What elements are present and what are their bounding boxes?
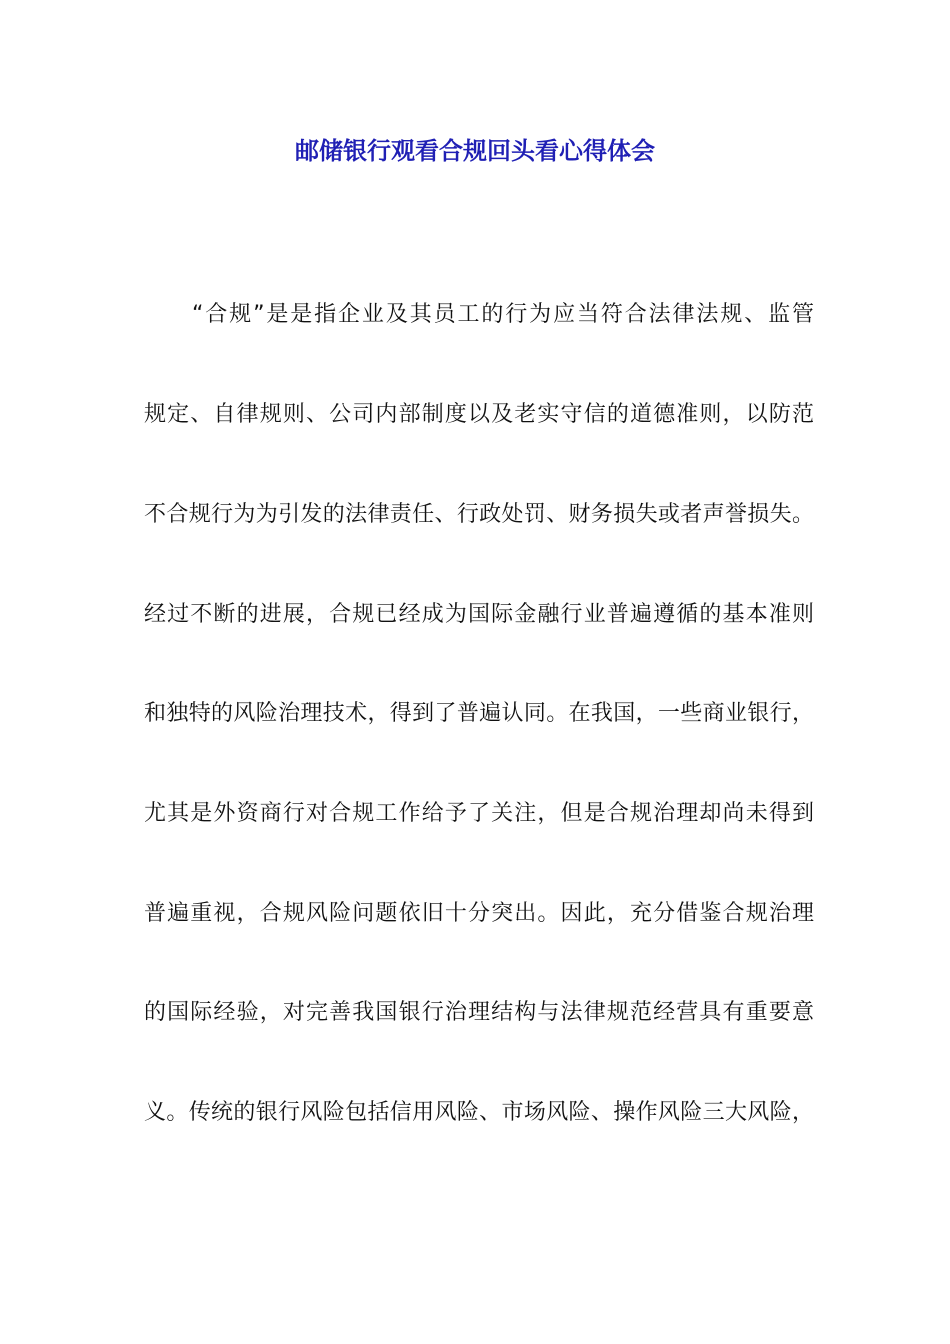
paragraph-line: 的国际经验，对完善我国银行治理结构与法律规范经营具有重要意 [144,1000,816,1025]
paragraph-line: 尤其是外资商行对合规工作给予了关注，但是合规治理却尚未得到 [144,801,816,826]
paragraph-line: 规定、自律规则、公司内部制度以及老实守信的道德准则，以防范 [144,402,816,427]
paragraph-line: 普遍重视，合规风险问题依旧十分突出。因此，充分借鉴合规治理 [144,901,816,926]
paragraph-line: “合规”是是指企业及其员工的行为应当符合法律法规、监管 [192,302,816,327]
paragraph-line: 不合规行为为引发的法律责任、行政处罚、财务损失或者声誉损失。 [144,502,815,527]
paragraph-line: 经过不断的进展，合规已经成为国际金融行业普遍遵循的基本准则 [144,602,816,627]
paragraph-line: 义。传统的银行风险包括信用风险、市场风险、操作风险三大风险， [144,1100,815,1125]
paragraph-line: 和独特的风险治理技术，得到了普遍认同。在我国，一些商业银行， [144,701,815,726]
document-title: 邮储银行观看合规回头看心得体会 [295,137,655,165]
